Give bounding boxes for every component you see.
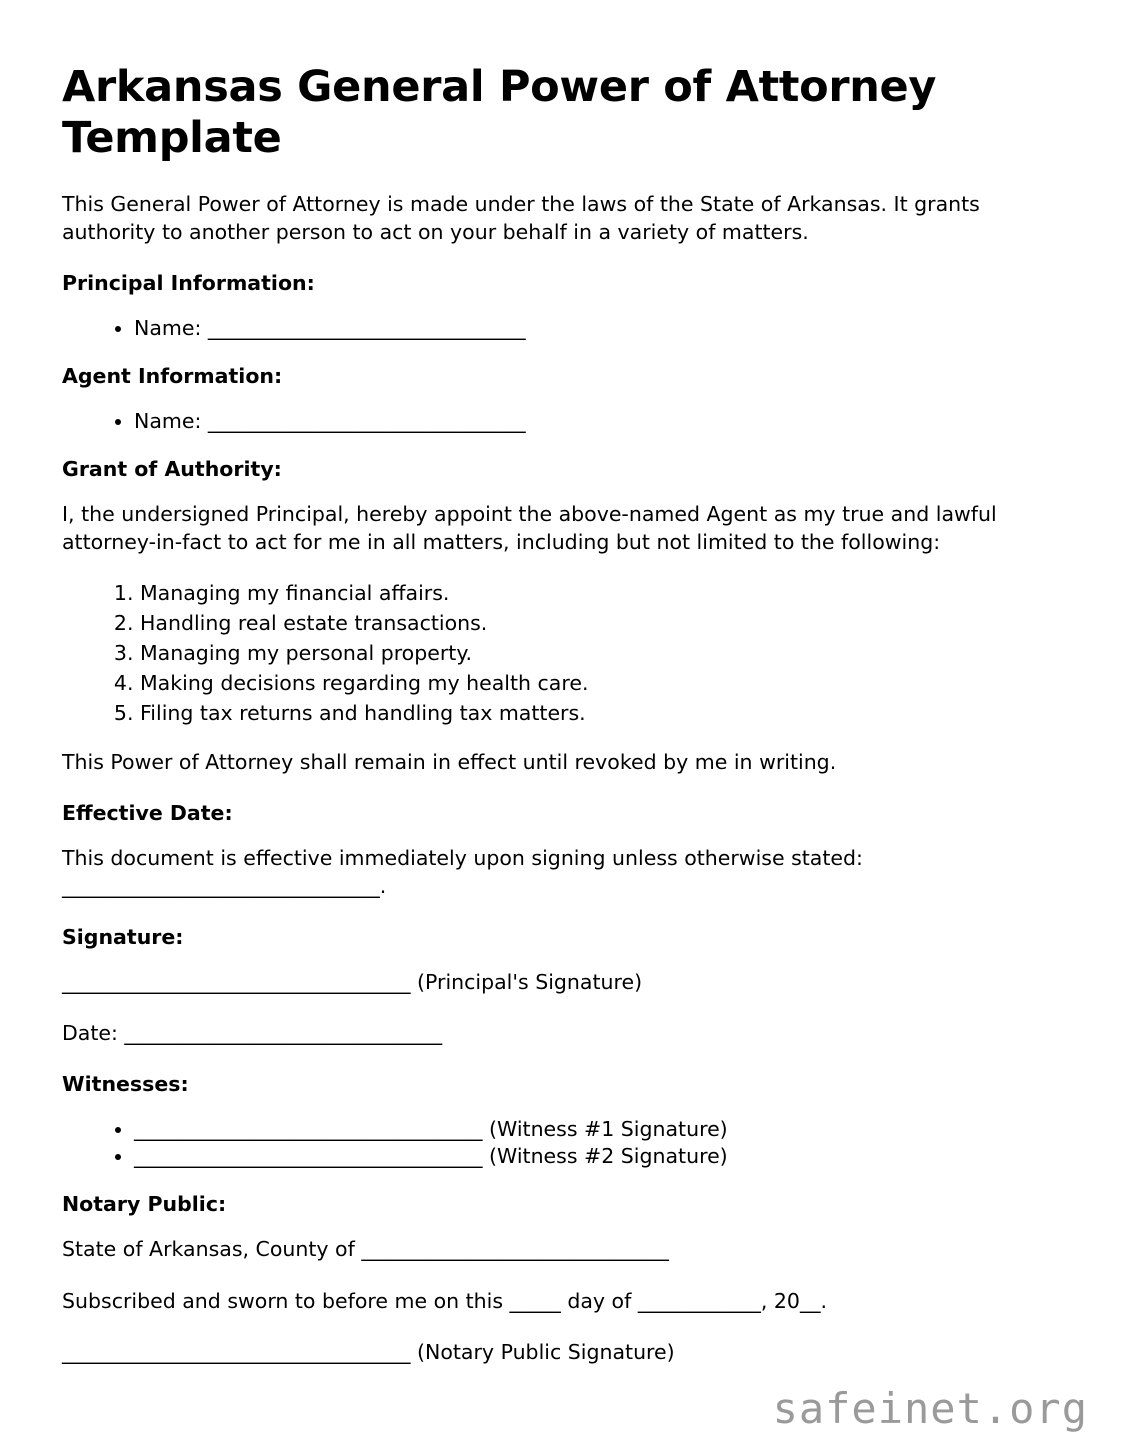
list-item: 3. Managing my personal property.: [140, 640, 1062, 667]
list-item: • __________________________________ (Witness #1 Signature): [134, 1116, 1062, 1143]
signature-heading: Signature:: [62, 924, 184, 949]
effective-date-body: This document is effective immediately upon signing unless otherwise stated: _______________________________.: [62, 846, 863, 898]
agent-information-list: [62, 408, 1062, 435]
page-title: Arkansas General Power of Attorney Template: [62, 62, 937, 163]
list-item: • __________________________________ (Witness #2 Signature): [134, 1143, 1062, 1170]
grant-of-authority-heading: Grant of Authority:: [62, 456, 282, 481]
list-item: 5. Filing tax returns and handling tax matters.: [140, 700, 1062, 727]
principal-signature-line: __________________________________ (Principal's Signature): [62, 969, 643, 994]
intro-paragraph: This General Power of Attorney is made under the laws of the State of Arkansas. It grants authority to another person to act on your behalf in a variety of matters.: [62, 192, 980, 245]
notary-signature-line: __________________________________ (Notary Public Signature): [62, 1340, 675, 1365]
list-item: 1. Managing my financial affairs.: [140, 580, 1062, 607]
principal-name-field: • Name: _______________________________: [134, 315, 1062, 342]
signature-date-line: Date: _______________________________: [62, 1021, 443, 1046]
list-item: 2. Handling real estate transactions.: [140, 610, 1062, 637]
notary-public-heading: Notary Public:: [62, 1191, 227, 1216]
principal-information-heading: Principal Information:: [62, 270, 315, 295]
principal-information-list: [62, 315, 1062, 342]
watermark: safeinet.org: [772, 1384, 1088, 1433]
notary-sworn-line: Subscribed and sworn to before me on this _____ day of ____________, 20__.: [62, 1288, 827, 1313]
grant-of-authority-body: I, the undersigned Principal, hereby appoint the above-named Agent as my true and lawful attorney-in-fact to act for me in all matters, including but not limited to the following:: [62, 501, 997, 554]
witness-signature-list: [62, 1116, 1062, 1170]
list-item: 4. Making decisions regarding my health care.: [140, 670, 1062, 697]
effective-date-heading: Effective Date:: [62, 801, 233, 826]
notary-state-county-line: State of Arkansas, County of ______________________________: [62, 1236, 669, 1261]
witnesses-heading: Witnesses:: [62, 1071, 189, 1096]
agent-name-field: • Name: _______________________________: [134, 408, 1062, 435]
revocation-paragraph: This Power of Attorney shall remain in effect until revoked by me in writing.: [62, 750, 837, 775]
granted-powers-list: [62, 580, 1062, 727]
agent-information-heading: Agent Information:: [62, 363, 283, 388]
